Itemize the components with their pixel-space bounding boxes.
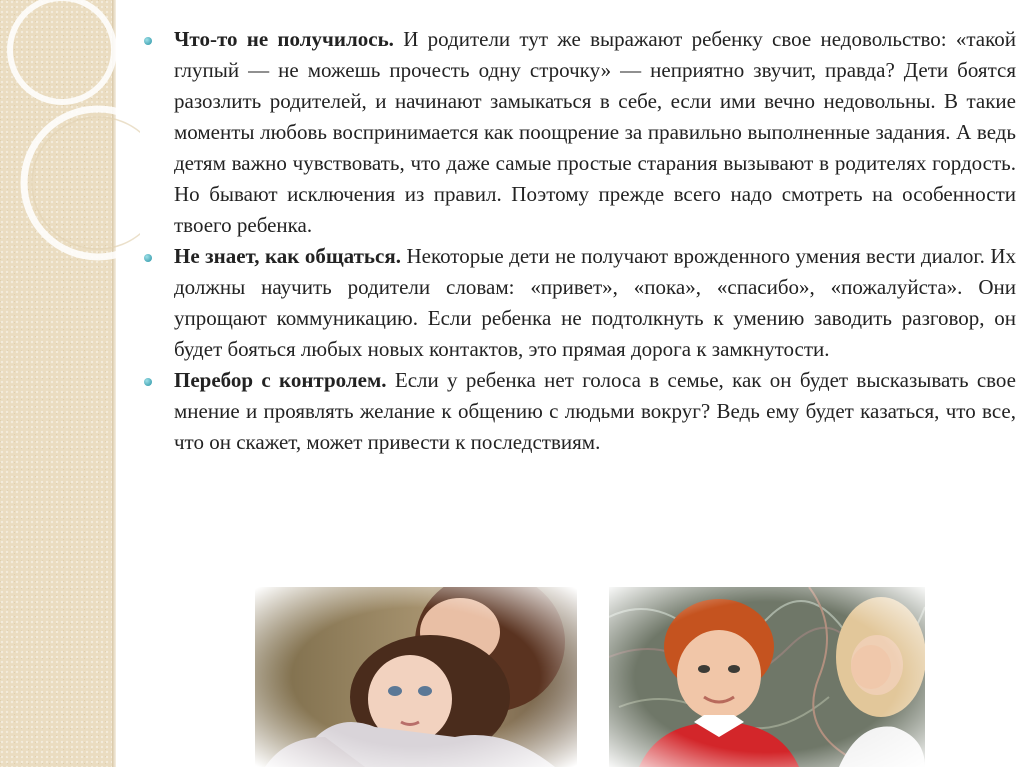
- photo-mother-daughter: [255, 587, 577, 767]
- bullet-lead: Что-то не получилось.: [174, 27, 394, 51]
- bullet-icon: [144, 378, 152, 386]
- bullet-text: Если у ребенка нет голоса в семье, как он будет высказывать свое мнение и проявлять желание к общению с людьми вокруг? Ведь ему будет казаться, что все, что он скажет, может привести к последствиям.: [174, 368, 1017, 454]
- bullet-icon: [144, 37, 152, 45]
- bullet-item: [140, 241, 1016, 365]
- decorative-circles: [0, 0, 140, 330]
- bullet-text: Некоторые дети не получают врожденного умения вести диалог. Их должны научить родители словам: «привет», «пока», «спасибо», «пожалуйста». Они упрощают коммуникацию. Если ребенка не подтолкнуть к умению заводить разговор, он будет бояться любых новых контактов, это прямая дорога к замкнутости.: [174, 244, 1016, 361]
- bullet-text: И родители тут же выражают ребенку свое недовольство: «такой глупый — не можешь прочесть одну строчку» — неприятно звучит, правда? Дети боятся разозлить родителей, и начинают замыкаться в себе, если ими вечно недовольны. В такие моменты любовь воспринимается как поощрение за правильно выполненные задания. А ведь детям важно чувствовать, что даже самые простые старания вызывают в родителях гордость. Но бывают исключения из правил. Поэтому прежде всего надо смотреть на особенности твоего ребенка.: [174, 27, 1016, 237]
- bullet-item: [140, 365, 1016, 458]
- bullet-icon: [144, 254, 152, 262]
- photo-children: [609, 587, 925, 767]
- slide-content: [140, 24, 1016, 458]
- bullet-lead: Перебор с контролем.: [174, 368, 387, 392]
- bullet-lead: Не знает, как общаться.: [174, 244, 401, 268]
- bullet-item: [140, 24, 1016, 241]
